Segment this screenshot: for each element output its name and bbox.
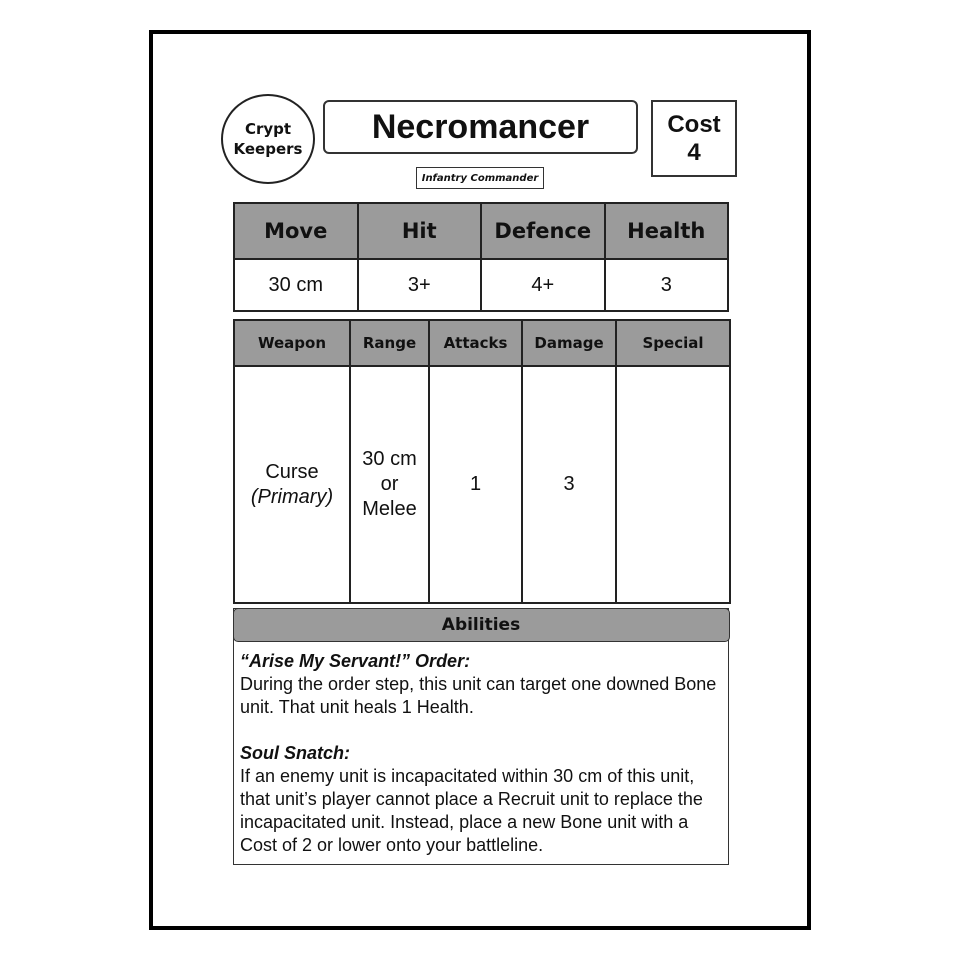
faction-name-line1: Crypt — [244, 120, 292, 138]
unit-name: Necromancer — [323, 100, 638, 154]
stats-header-row — [234, 203, 728, 259]
weapon-header-range: Range — [350, 320, 429, 366]
stat-header-health: Health — [605, 203, 729, 259]
stat-value-health: 3 — [605, 259, 729, 311]
weapon-special — [616, 366, 730, 603]
weapons-header-row — [234, 320, 730, 366]
weapon-range-line1: 30 cm — [362, 448, 417, 470]
weapon-name: Curse — [265, 460, 319, 483]
weapon-note: (Primary) — [250, 485, 334, 508]
weapon-range-cell — [350, 366, 429, 603]
weapon-damage: 3 — [522, 366, 616, 603]
ability-title: “Arise My Servant!” Order: — [240, 650, 471, 671]
weapons-table — [233, 319, 731, 604]
cost-box — [651, 100, 737, 177]
stat-header-hit: Hit — [358, 203, 482, 259]
ability-title: Soul Snatch: — [240, 742, 351, 763]
weapon-header-weapon: Weapon — [234, 320, 350, 366]
stats-table — [233, 202, 729, 312]
abilities-panel — [233, 608, 729, 865]
abilities-body — [234, 642, 728, 857]
faction-badge — [221, 94, 315, 184]
stat-header-move: Move — [234, 203, 358, 259]
stat-value-hit: 3+ — [358, 259, 482, 311]
stats-value-row — [234, 259, 728, 311]
cost-value: 4 — [687, 138, 701, 166]
stat-header-defence: Defence — [481, 203, 605, 259]
weapon-range-line2: or — [380, 473, 399, 495]
cost-label: Cost — [667, 110, 721, 138]
weapon-row — [234, 366, 730, 603]
faction-name-line2: Keepers — [233, 140, 303, 158]
weapon-header-special: Special — [616, 320, 730, 366]
weapon-header-damage: Damage — [522, 320, 616, 366]
weapon-header-attacks: Attacks — [429, 320, 522, 366]
ability-text: If an enemy unit is incapacitated within 30 cm of this unit, that unit’s player cannot place a Recruit unit to replace the incapacitated unit. Instead, place a new Bone unit with a Cost of 2 or lower onto your battleline. — [240, 765, 703, 855]
weapon-name-cell — [234, 366, 350, 603]
ability-soul-snatch — [240, 742, 722, 857]
weapon-range-line3: Melee — [362, 498, 417, 520]
stat-value-defence: 4+ — [481, 259, 605, 311]
ability-text: During the order step, this unit can target one downed Bone unit. That unit heals 1 Health. — [240, 673, 717, 717]
abilities-header: Abilities — [233, 608, 730, 642]
stat-value-move: 30 cm — [234, 259, 358, 311]
unit-type: Infantry Commander — [416, 167, 544, 189]
ability-arise-my-servant — [240, 650, 722, 719]
weapon-attacks: 1 — [429, 366, 522, 603]
